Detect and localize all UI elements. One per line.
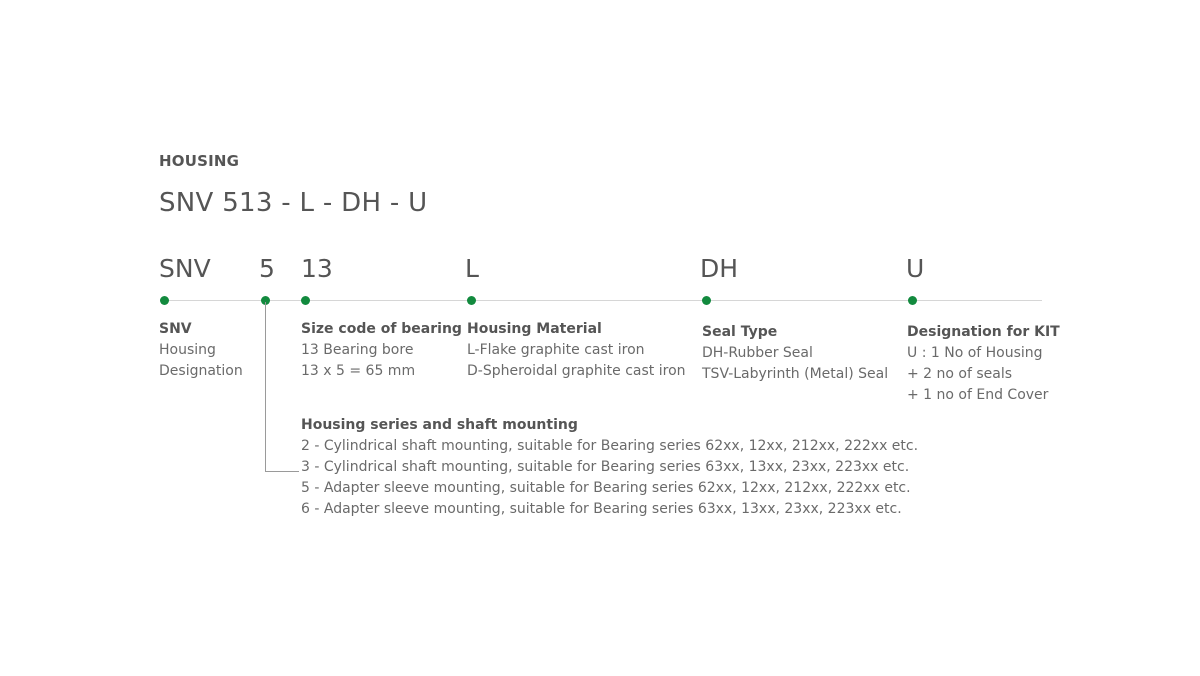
block-size-title: Size code of bearing <box>301 321 462 337</box>
dot-size <box>301 296 310 305</box>
block-series <box>301 415 918 520</box>
block-kit-title: Designation for KIT <box>907 324 1060 340</box>
block-series-line: 3 - Cylindrical shaft mounting, suitable for Bearing series 63xx, 13xx, 23xx, 223xx etc. <box>301 459 910 475</box>
dot-seal <box>702 296 711 305</box>
dot-snv <box>160 296 169 305</box>
block-kit-line: U : 1 No of Housing <box>907 345 1043 361</box>
block-material-line: D-Spheroidal graphite cast iron <box>467 363 686 379</box>
block-kit-line: + 2 no of seals <box>907 366 1013 382</box>
segment-seal: DH <box>700 254 739 283</box>
block-material <box>467 319 686 382</box>
block-seal <box>702 322 888 385</box>
series-connector-vertical <box>265 302 266 472</box>
block-series-line: 2 - Cylindrical shaft mounting, suitable for Bearing series 62xx, 12xx, 212xx, 222xx etc. <box>301 438 919 454</box>
segment-size: 13 <box>301 254 333 283</box>
block-series-line: 5 - Adapter sleeve mounting, suitable for Bearing series 62xx, 12xx, 212xx, 222xx etc. <box>301 480 911 496</box>
dot-kit <box>908 296 917 305</box>
block-size <box>301 319 462 382</box>
series-connector-horizontal <box>265 471 299 472</box>
block-size-line: 13 Bearing bore <box>301 342 414 358</box>
block-snv <box>159 319 243 382</box>
block-snv-line: Designation <box>159 363 243 379</box>
dot-material <box>467 296 476 305</box>
block-material-title: Housing Material <box>467 321 602 337</box>
block-seal-line: TSV-Labyrinth (Metal) Seal <box>702 366 889 382</box>
block-snv-line: Housing <box>159 342 216 358</box>
block-seal-line: DH-Rubber Seal <box>702 345 813 361</box>
block-seal-title: Seal Type <box>702 324 778 340</box>
segment-kit: U <box>906 254 925 283</box>
block-snv-title: SNV <box>159 321 192 337</box>
designation-code: SNV 513 - L - DH - U <box>159 188 428 218</box>
block-kit <box>907 322 1060 406</box>
segment-series: 5 <box>259 254 275 283</box>
block-kit-line: + 1 no of End Cover <box>907 387 1049 403</box>
block-material-line: L-Flake graphite cast iron <box>467 342 645 358</box>
segment-material: L <box>465 254 479 283</box>
segment-snv: SNV <box>159 254 211 283</box>
block-size-line: 13 x 5 = 65 mm <box>301 363 416 379</box>
block-series-title: Housing series and shaft mounting <box>301 417 578 433</box>
section-heading: HOUSING <box>159 152 240 170</box>
block-series-line: 6 - Adapter sleeve mounting, suitable for Bearing series 63xx, 13xx, 23xx, 223xx etc. <box>301 501 902 517</box>
